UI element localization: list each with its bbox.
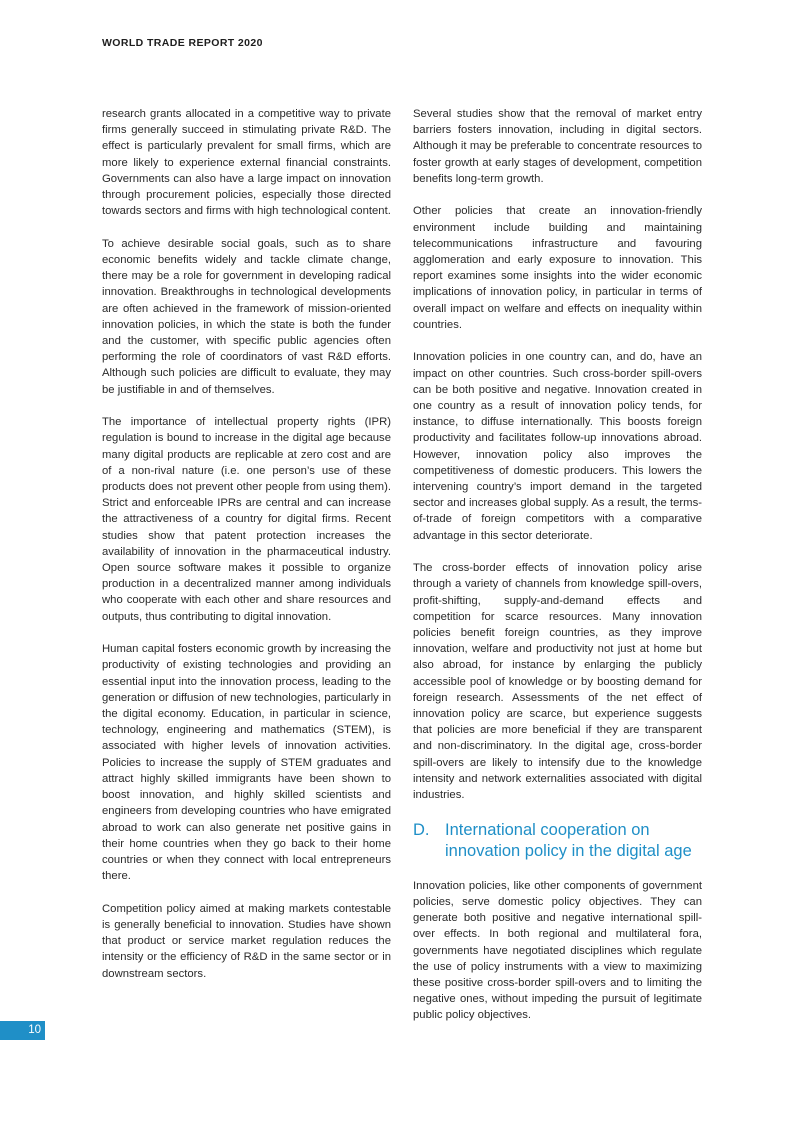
paragraph: Innovation policies, like other components of government policies, serve domestic policy objectives. They can generate both positive and negative international spill-over effects. In both regional and multilateral fora, governments have negotiated disciplines which regulate the use of policy instruments with a view to maximizing these positive cross-border spill-overs and to limiting the negative ones, without impeding the pursuit of legitimate public policy objectives.	[413, 879, 702, 1022]
paragraph: To achieve desirable social goals, such as to share economic benefits widely and tackle climate change, there may be a role for government in developing radical innovation. Breakthroughs in technological developments are often achieved in the framework of mission-oriented innovation policies, in which the state is both the funder and the customer, with specific public agencies often performing the role of coordinators of vast R&D efforts. Although such policies are difficult to evaluate, they may be justifiable in and of themselves.	[102, 237, 391, 396]
section-letter: D.	[413, 820, 430, 839]
left-column	[102, 106, 391, 998]
paragraph: The importance of intellectual property rights (IPR) regulation is bound to increase in the digital age because many digital products are replicable at zero cost and are of a non-rival nature (i.e. one person’s use of these products does not prevent other people from using them). Strict and enforceable IPRs are central and can increase the attractiveness of a country for digital firms. Recent studies show that patent protection increases the availability of innovation in the pharmaceutical industry. Open source software makes it possible to organize production in a decentralized manner among individuals who cooperate with each other and share resources and outputs, thus contributing to digital innovation.	[102, 416, 391, 623]
paragraph: Innovation policies in one country can, and do, have an impact on other countries. Such cross-border spill-overs can be both positive and negative. Innovation created in one country as a result of innovation policy tends, for instance, to diffuse internationally. This boosts foreign productivity and facilitates follow-up innovations abroad. However, innovation policy also improves the competitiveness of domestic producers. This lowers the intervening country’s import demand in the targeted sector and increases global supply. As a result, the terms-of-trade of foreign competitors with a comparative advantage in this sector deteriorate.	[413, 351, 702, 542]
paragraph: The cross-border effects of innovation policy arise through a variety of channels from knowledge spill-overs, profit-shifting, supply-and-demand effects and competition for scarce resources. Many innovation policies benefit foreign countries, as they improve innovation, welfare and productivity not just at home but also abroad, for instance by enlarging the publicly accessible pool of knowledge or by boosting demand for foreign research. Assessments of the net effect of innovation policy are scarce, but experience suggests that policies are more beneficial if they are transparent and non-discriminatory. In the digital age, cross-border spill-overs are likely to intensify due to the knowledge intensity and network externalities associated with digital industries.	[413, 562, 702, 802]
paragraph: Several studies show that the removal of market entry barriers fosters innovation, including in digital sectors. Although it may be preferable to concentrate resources to foster growth at early stages of development, competition benefits long-term growth.	[413, 108, 702, 185]
paragraph: Competition policy aimed at making markets contestable is generally beneficial to innovation. Studies have shown that product or service market regulation reduces the intensity or the efficiency of R&D in the same sector or in downstream sectors.	[102, 902, 391, 980]
right-column	[413, 106, 702, 1040]
section-heading	[413, 820, 702, 862]
paragraph: Human capital fosters economic growth by increasing the productivity of existing technologies and providing an essential input into the innovation process, leading to the generation or diffusion of new technologies, particularly in the digital economy. Education, in particular in science, technology, engineering and mathematics (STEM), is associated with higher levels of innovation activities. Policies to increase the supply of STEM graduates and attract highly skilled immigrants have been shown to boost innovation, and highly skilled scientists and engineers from developing countries who have emigrated abroad to work can also generate net positive gains in their home countries when they go back to their home countries or when they connect with local entrepreneurs there.	[102, 643, 391, 883]
section-title: International cooperation on innovation policy in the digital age	[445, 820, 692, 860]
running-header: WORLD TRADE REPORT 2020	[102, 37, 263, 49]
paragraph: Other policies that create an innovation-friendly environment include building and maintaining telecommunications infrastructure and favouring agglomeration and early exposure to innovation. This report examines some insights into the wider economic implications of innovation policy, in particular in terms of overall impact on welfare and effects on inequality within countries.	[413, 205, 702, 331]
page-number: 10	[0, 1021, 45, 1040]
paragraph: research grants allocated in a competitive way to private firms generally succeed in stimulating private R&D. The effect is particularly prevalent for small firms, which are more likely to experience external financial constraints. Governments can also have a large impact on innovation through procurement policies, especially those directed towards sectors and firms with high technological content.	[102, 108, 391, 218]
